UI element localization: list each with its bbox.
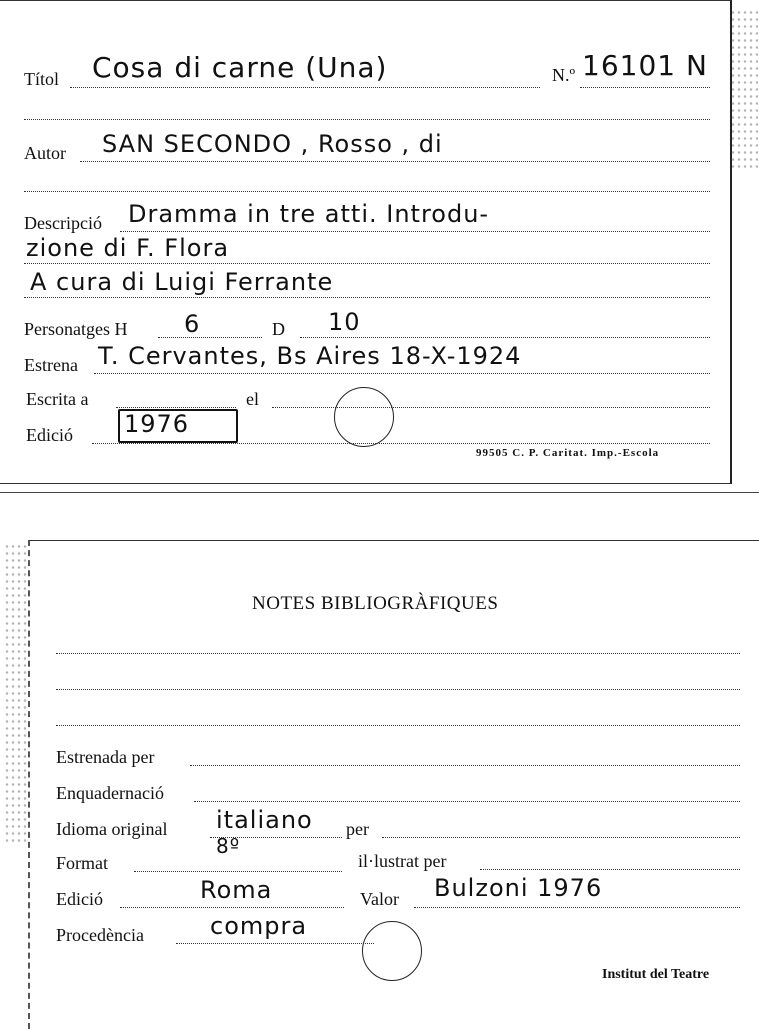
edicio-label: Edició	[26, 425, 73, 445]
num-line	[580, 87, 710, 88]
valor-label: Valor	[360, 889, 399, 909]
escrita-label: Escrita a	[26, 389, 89, 409]
descripcio-line	[24, 263, 710, 264]
illustrat-label: il·lustrat per	[358, 851, 447, 871]
personatges-h-value: 6	[184, 310, 201, 338]
catalog-card-back	[28, 540, 759, 1029]
estrenada-line	[190, 765, 740, 766]
titol-value: Cosa di carne (Una)	[92, 51, 388, 84]
blank-line	[24, 191, 710, 192]
format-line	[134, 871, 342, 872]
escrita-line	[116, 407, 236, 408]
personatges-label: Personatges H	[24, 319, 128, 339]
enquadernacio-line	[194, 801, 740, 802]
scan-noise	[730, 9, 758, 169]
titol-label: Títol	[24, 69, 59, 89]
stamp-circle	[362, 921, 422, 981]
edicio2-line	[120, 907, 344, 908]
institut-imprint: Institut del Teatre	[602, 967, 710, 982]
autor-label: Autor	[24, 143, 66, 163]
blank-line	[56, 689, 740, 690]
format-label: Format	[56, 853, 108, 873]
descripcio-value-3: A cura di Luigi Ferrante	[30, 268, 334, 296]
card-separator	[0, 492, 759, 493]
stamp-circle	[334, 387, 394, 447]
estrena-line	[94, 373, 710, 374]
el-label: el	[246, 389, 259, 409]
notes-title: NOTES BIBLIOGRÀFIQUES	[252, 593, 499, 614]
procedencia-line	[176, 943, 374, 944]
idioma-value: italiano	[216, 806, 313, 834]
scan-noise	[4, 543, 28, 843]
blank-line	[56, 653, 740, 654]
edicio2-label: Edició	[56, 889, 103, 909]
valor-line	[414, 907, 740, 908]
titol-line	[70, 87, 540, 88]
procedencia-value: compra	[210, 912, 308, 940]
descripcio-value-2: zione di F. Flora	[26, 234, 230, 262]
printer-imprint: 99505 C. P. Caritat. Imp.-Escola	[476, 447, 660, 459]
estrena-label: Estrena	[24, 355, 78, 375]
procedencia-label: Procedència	[56, 925, 144, 945]
autor-value: SAN SECONDO , Rosso , di	[102, 130, 443, 158]
descripcio-line	[120, 231, 710, 232]
num-label: N.º	[552, 65, 576, 85]
idioma-label: Idioma original	[56, 819, 168, 839]
valor-value: Bulzoni 1976	[434, 874, 603, 902]
descripcio-value-1: Dramma in tre atti. Introdu-	[128, 200, 490, 228]
blank-line	[56, 725, 740, 726]
autor-line	[80, 161, 710, 162]
personatges-d-label: D	[272, 319, 285, 339]
format-value: 8º	[216, 834, 241, 858]
edicio2-value: Roma	[200, 876, 273, 904]
per-line	[382, 837, 740, 838]
estrenada-label: Estrenada per	[56, 747, 155, 767]
edicio-value: 1976	[124, 410, 190, 438]
descripcio-line	[24, 297, 710, 298]
descripcio-label: Descripció	[24, 213, 102, 233]
catalog-card-front	[0, 0, 732, 484]
num-value: 16101 N	[582, 49, 708, 82]
estrena-value: T. Cervantes, Bs Aires 18-X-1924	[98, 342, 522, 370]
per-label: per	[346, 819, 369, 839]
illustrat-line	[480, 869, 740, 870]
enquadernacio-label: Enquadernació	[56, 783, 164, 803]
personatges-d-value: 10	[328, 308, 361, 336]
personatges-d-line	[300, 337, 710, 338]
personatges-h-line	[158, 337, 262, 338]
blank-line	[24, 119, 710, 120]
edicio-line	[92, 443, 710, 444]
